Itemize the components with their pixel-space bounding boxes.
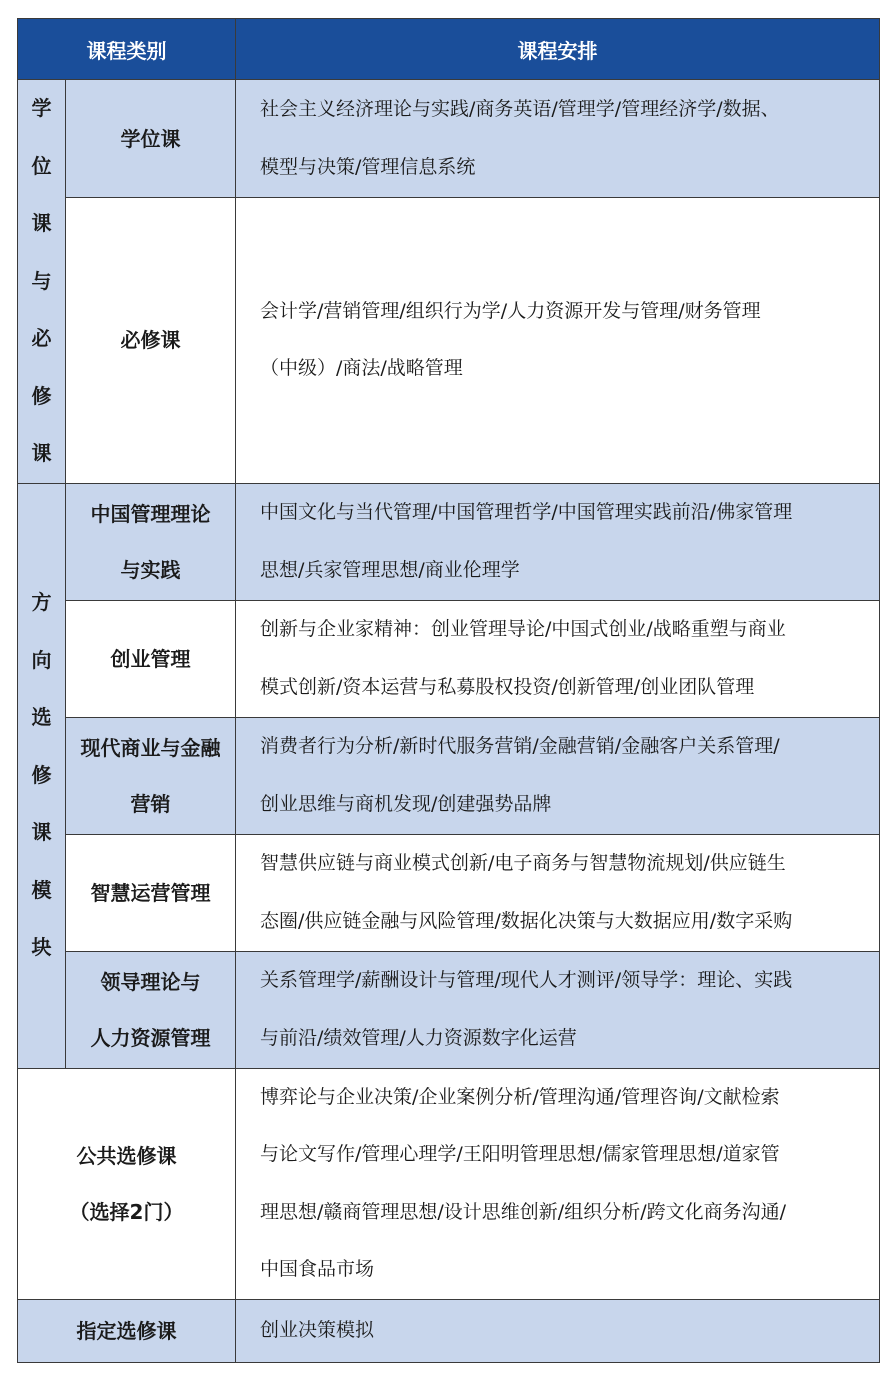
category-required-course: 必修课 [66,198,236,483]
table-row [18,483,880,600]
group-label-direction: 方向选修课模块 [18,483,66,1068]
table-row [18,717,880,834]
course-list: 会计学/营销管理/组织行为学/人力资源开发与管理/财务管理 （中级）/商法/战略管理 [236,198,880,483]
group-label-degree: 学位课与必修课 [18,80,66,484]
category-public-elective: 公共选修课 （选择2门） [18,1068,236,1299]
table-row [18,600,880,717]
table-row [18,1299,880,1362]
category-entrepreneurship: 创业管理 [66,600,236,717]
course-list: 博弈论与企业决策/企业案例分析/管理沟通/管理咨询/文献检索 与论文写作/管理心理学/王阳明管理思想/儒家管理思想/道家管 理思想/赣商管理思想/设计思维创新/组织分析/跨文化商务沟通/ 中国食品市场 [236,1068,880,1299]
course-list: 中国文化与当代管理/中国管理哲学/中国管理实践前沿/佛家管理 思想/兵家管理思想/商业伦理学 [236,483,880,600]
header-course-category: 课程类别 [18,19,236,80]
course-list: 社会主义经济理论与实践/商务英语/管理学/管理经济学/数据、 模型与决策/管理信息系统 [236,80,880,198]
table-header-row [18,19,880,80]
category-designated-elective: 指定选修课 [18,1299,236,1362]
category-chinese-management: 中国管理理论 与实践 [66,483,236,600]
table-row [18,80,880,198]
curriculum-table [17,18,880,1363]
course-list: 关系管理学/薪酬设计与管理/现代人才测评/领导学：理论、实践 与前沿/绩效管理/人力资源数字化运营 [236,951,880,1068]
course-list: 创新与企业家精神：创业管理导论/中国式创业/战略重塑与商业 模式创新/资本运营与私募股权投资/创新管理/创业团队管理 [236,600,880,717]
category-smart-operations: 智慧运营管理 [66,834,236,951]
category-modern-business: 现代商业与金融 营销 [66,717,236,834]
table-row [18,198,880,483]
course-list: 消费者行为分析/新时代服务营销/金融营销/金融客户关系管理/ 创业思维与商机发现/创建强势品牌 [236,717,880,834]
table-row [18,951,880,1068]
course-list: 智慧供应链与商业模式创新/电子商务与智慧物流规划/供应链生 态圈/供应链金融与风险管理/数据化决策与大数据应用/数字采购 [236,834,880,951]
course-list: 创业决策模拟 [236,1299,880,1362]
category-degree-course: 学位课 [66,80,236,198]
category-leadership-hr: 领导理论与 人力资源管理 [66,951,236,1068]
header-course-arrangement: 课程安排 [236,19,880,80]
table-row [18,1068,880,1299]
table-row [18,834,880,951]
